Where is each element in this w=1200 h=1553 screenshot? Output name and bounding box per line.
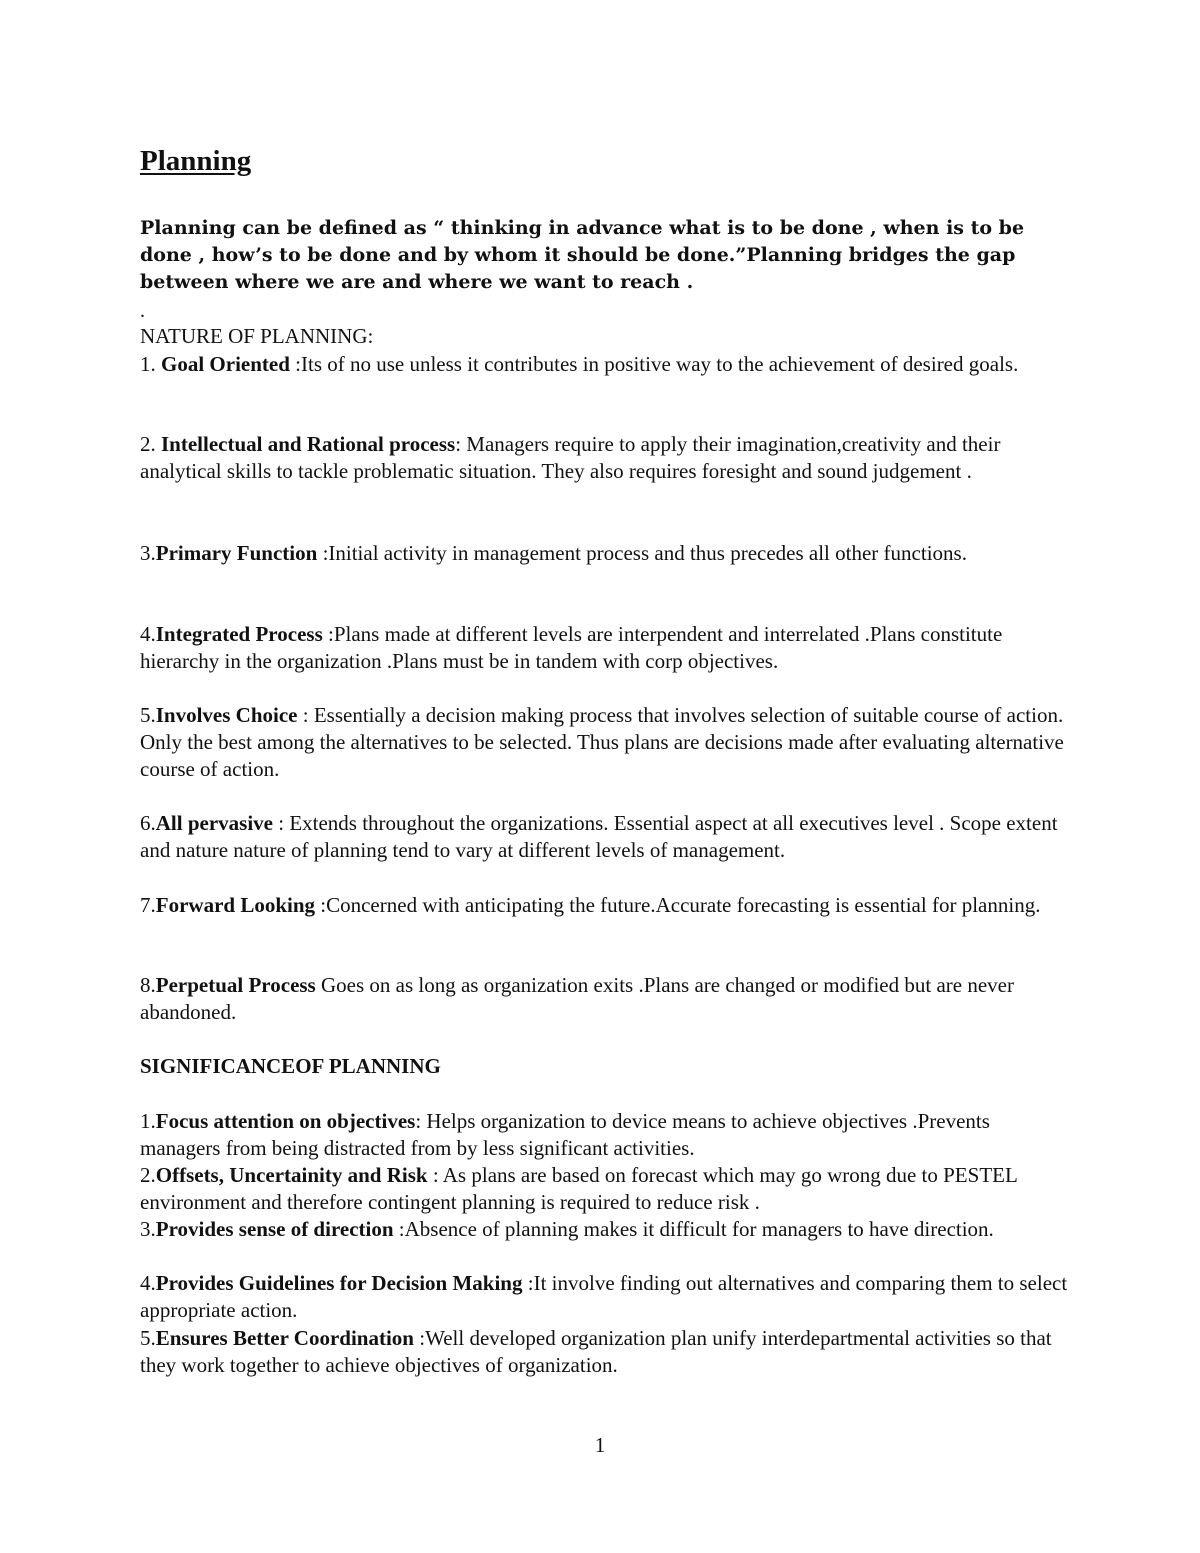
item-text: :Initial activity in management process and thus precedes all other functions.: [317, 541, 967, 565]
nature-item-3: [140, 540, 1070, 567]
item-text: :Well developed organization plan unify interdepartmental activities so that they work together to achieve objectives of organization.: [140, 1326, 1052, 1377]
nature-item-2: [140, 431, 1070, 485]
item-term: Forward Looking: [155, 893, 316, 917]
item-text: : Extends throughout the organizations. Essential aspect at all executives level . Scope extent and nature nature of planning tend to vary at different levels of management.: [140, 811, 1058, 862]
page-title: Planning: [140, 145, 252, 177]
item-number: 5.: [140, 1326, 156, 1350]
item-term: Integrated Process: [155, 622, 323, 646]
item-term: Perpetual Process: [155, 973, 316, 997]
stray-dot: .: [140, 300, 145, 322]
intro-paragraph: Planning can be defined as “ thinking in advance what is to be done , when is to be done , how’s to be done and by whom it should be done.”Planning bridges the gap between where we are and where we want to reach .: [140, 217, 1025, 293]
item-text: :Its of no use unless it contributes in positive way to the achievement of desired goals.: [289, 352, 1019, 376]
item-text: :Concerned with anticipating the future.Accurate forecasting is essential for planning.: [315, 893, 1041, 917]
item-term: Involves Choice: [155, 703, 298, 727]
item-text: : As plans are based on forecast which may go wrong due to PESTEL environment and therefore contingent planning is required to reduce risk .: [140, 1163, 1018, 1214]
nature-item-1: [140, 351, 1070, 378]
item-text: :Absence of planning makes it difficult for managers to have direction.: [393, 1217, 994, 1241]
item-text: Goes on as long as organization exits .Plans are changed or modified but are never abandoned.: [140, 973, 1014, 1024]
item-number: 3.: [140, 541, 156, 565]
item-number: 2.: [140, 1163, 156, 1187]
item-number: 4.: [140, 622, 156, 646]
significance-heading: SIGNIFICANCEOF PLANNING: [140, 1054, 441, 1078]
item-term: Goal Oriented: [161, 352, 290, 376]
item-number: 2.: [140, 432, 161, 456]
page-number: 1: [594, 1433, 606, 1457]
item-number: 6.: [140, 811, 156, 835]
item-text: : Managers require to apply their imagination,creativity and their analytical skills to tackle problematic situation. They also requires foresight and sound judgement .: [140, 432, 1001, 483]
item-number: 8.: [140, 973, 156, 997]
nature-item-6: [140, 810, 1070, 864]
item-text: :It involve finding out alternatives and comparing them to select appropriate action.: [140, 1271, 1068, 1322]
item-number: 5.: [140, 703, 156, 727]
significance-item-3: [140, 1216, 1070, 1243]
item-term: Provides Guidelines for Decision Making: [155, 1271, 523, 1295]
item-number: 7.: [140, 893, 156, 917]
nature-item-5: [140, 702, 1070, 783]
item-term: All pervasive: [155, 811, 273, 835]
significance-item-5: [140, 1325, 1070, 1379]
item-number: 4.: [140, 1271, 156, 1295]
item-term: Offsets, Uncertainity and Risk: [155, 1163, 428, 1187]
item-text: :Plans made at different levels are interpendent and interrelated .Plans constitute hierarchy in the organization .Plans must be in tandem with corp objectives.: [140, 622, 1003, 673]
item-term: Primary Function: [155, 541, 318, 565]
significance-item-1: [140, 1108, 1070, 1162]
significance-item-4: [140, 1270, 1070, 1324]
item-term: Ensures Better Coordination: [155, 1326, 414, 1350]
item-term: Focus attention on objectives: [155, 1109, 416, 1133]
item-term: Intellectual and Rational process: [161, 432, 456, 456]
item-number: 3.: [140, 1217, 156, 1241]
significance-item-2: [140, 1162, 1070, 1216]
item-term: Provides sense of direction: [155, 1217, 394, 1241]
item-text: : Helps organization to device means to achieve objectives .Prevents managers from being distracted from by less significant activities.: [140, 1109, 990, 1160]
item-number: 1.: [140, 1109, 156, 1133]
nature-item-4: [140, 621, 1070, 675]
item-text: : Essentially a decision making process that involves selection of suitable course of action. Only the best among the alternatives to be selected. Thus plans are decisions made after evaluating alternative course of action.: [140, 703, 1064, 781]
nature-item-7: [140, 892, 1070, 919]
nature-heading: NATURE OF PLANNING:: [140, 324, 374, 348]
item-number: 1.: [140, 352, 161, 376]
nature-item-8: [140, 972, 1070, 1026]
